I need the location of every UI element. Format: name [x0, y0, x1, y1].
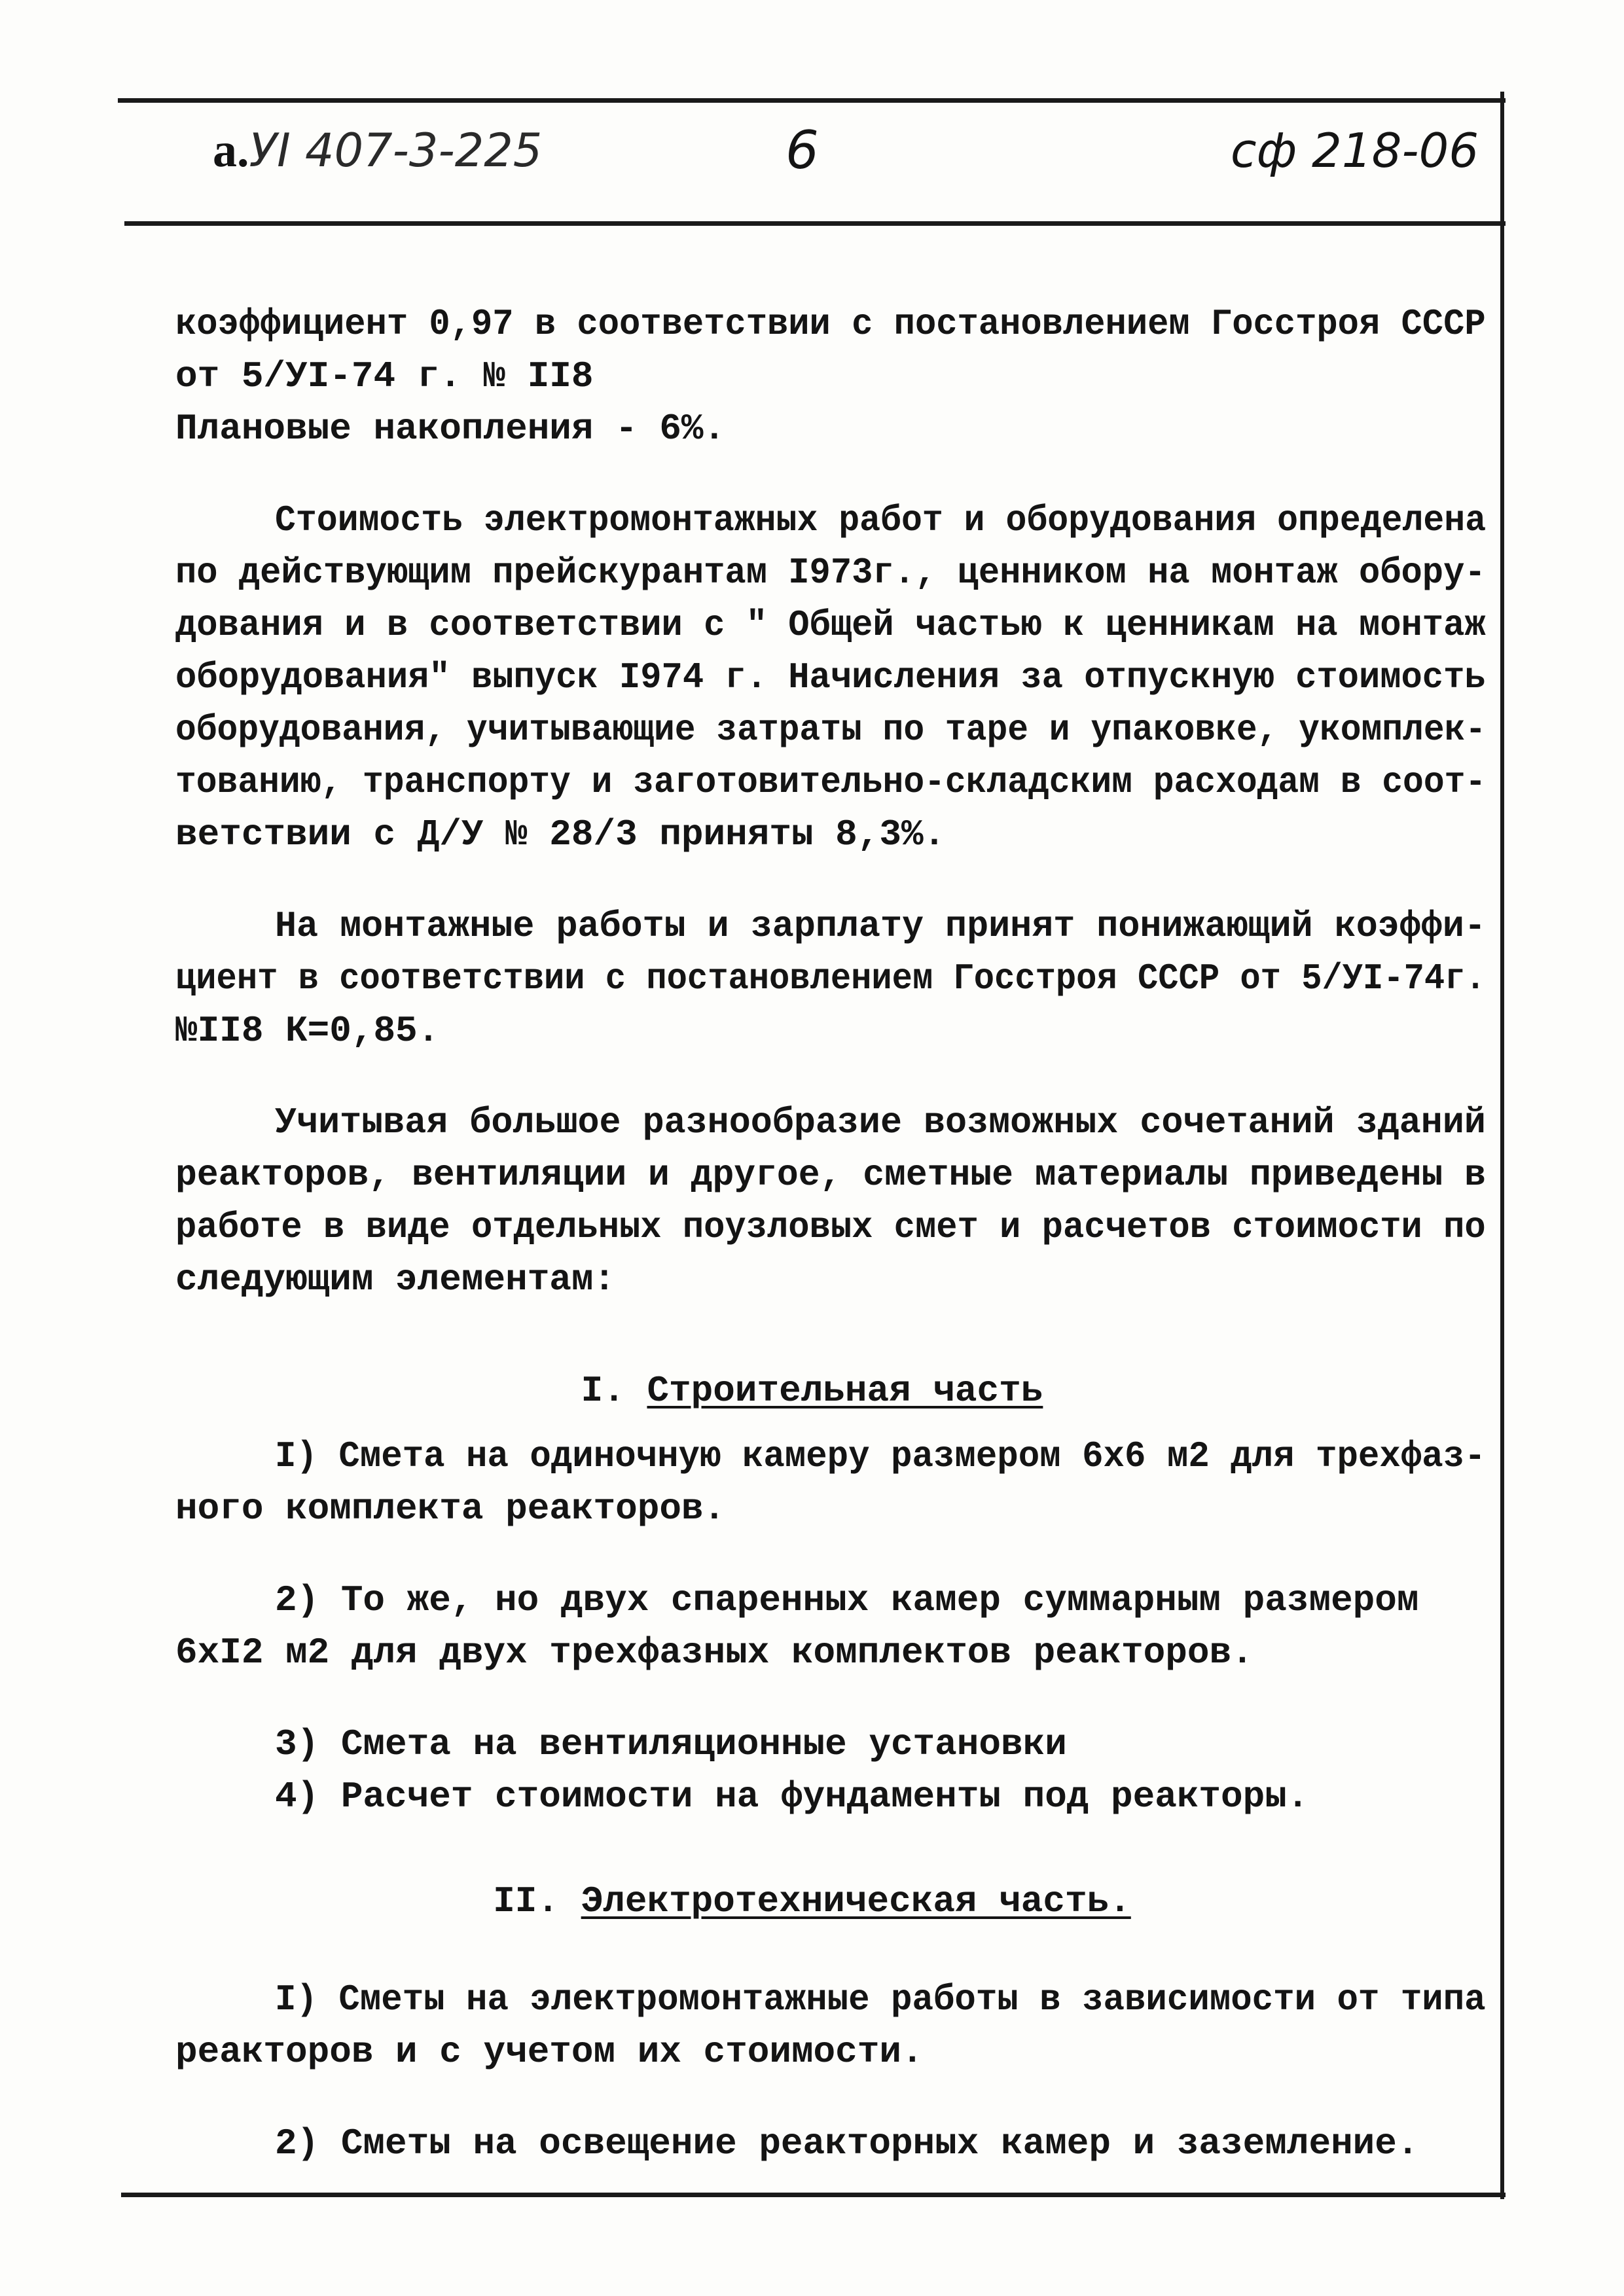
- text-line: оборудования" выпуск I974 г. Начисления за отпускную стоимость: [175, 656, 1486, 698]
- text-line: №II8 К=0,85.: [175, 1010, 440, 1052]
- header-separator-line: [124, 221, 1506, 226]
- page-number: 6: [785, 120, 819, 181]
- text-line: реакторов, вентиляции и другое, сметные материалы приведены в: [175, 1154, 1486, 1196]
- list-item-continuation: ного комплекта реакторов.: [175, 1488, 726, 1530]
- text-line: по действующим прейскурантам I973г., ценником на монтаж обору-: [175, 552, 1486, 594]
- sheet-code: сф 218-06: [1231, 123, 1479, 178]
- text-line: На монтажные работы и зарплату принят понижающий коэффи-: [275, 905, 1486, 947]
- text-line: ветствии с Д/У № 28/3 приняты 8,3%.: [175, 814, 946, 855]
- text-line: следующим элементам:: [175, 1259, 616, 1300]
- section-title: Строительная часть: [647, 1370, 1043, 1412]
- document-code-prefix: а.: [213, 124, 249, 177]
- text-line: тованию, транспорту и заготовительно-складским расходам в соот-: [175, 761, 1487, 803]
- list-item: 2) То же, но двух спаренных камер суммарным размером: [275, 1579, 1419, 1621]
- list-item: 2) Сметы на освещение реакторных камер и заземление.: [275, 2123, 1419, 2164]
- list-item-continuation: реакторов и с учетом их стоимости.: [175, 2031, 924, 2073]
- text-line: циент в соответствии с постановлением Госстроя СССР от 5/УI-74г.: [175, 958, 1486, 999]
- list-item: I) Смета на одиночную камеру размером 6х6 м2 для трехфаз-: [275, 1435, 1486, 1477]
- section-title: Электротехническая часть.: [581, 1880, 1131, 1922]
- list-item: I) Сметы на электромонтажные работы в зависимости от типа: [275, 1979, 1486, 2020]
- section-number: II.: [493, 1880, 560, 1922]
- text-line: от 5/УI-74 г. № II8: [175, 355, 594, 397]
- top-frame-line: [118, 98, 1506, 103]
- text-line: коэффициент 0,97 в соответствии с постановлением Госстроя СССР: [175, 303, 1486, 345]
- text-line: работе в виде отдельных поузловых смет и расчетов стоимости по: [175, 1206, 1486, 1248]
- text-line: Учитывая большое разнообразие возможных сочетаний зданий: [275, 1102, 1486, 1143]
- text-line: Стоимость электромонтажных работ и оборудования определена: [275, 499, 1487, 541]
- section-number: I.: [581, 1370, 625, 1412]
- document-code: [213, 115, 542, 187]
- text-line: оборудования, учитывающие затраты по таре и упаковке, укомплек-: [175, 709, 1487, 751]
- document-code-value: УI 407-3-225: [249, 124, 543, 177]
- section-heading-electrical: [0, 1875, 1624, 1928]
- section-heading-construction: [0, 1365, 1624, 1417]
- list-item-continuation: 6хI2 м2 для двух трехфазных комплектов реакторов.: [175, 1632, 1254, 1674]
- text-line: дования и в соответствии с " Общей частью к ценникам на монтаж: [175, 604, 1486, 646]
- text-line: Плановые накопления - 6%.: [175, 408, 726, 450]
- list-item: 3) Смета на вентиляционные установки: [275, 1723, 1067, 1765]
- list-item: 4) Расчет стоимости на фундаменты под реакторы.: [275, 1776, 1309, 1818]
- bottom-frame-line: [121, 2193, 1506, 2197]
